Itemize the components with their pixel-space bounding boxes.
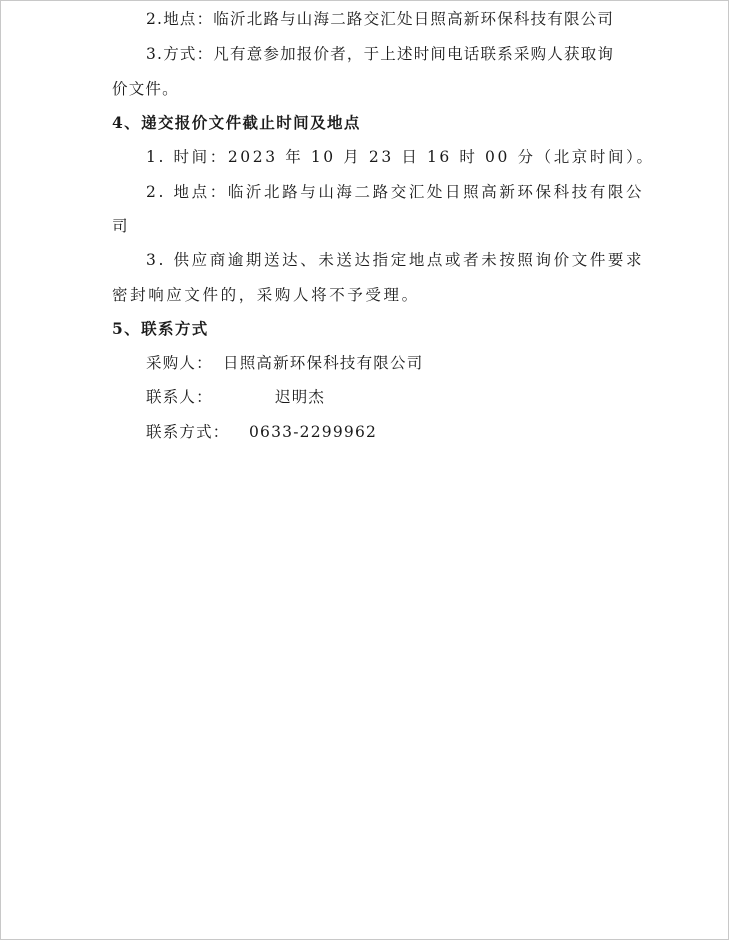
item-3-method-line-2: 价文件。 bbox=[112, 80, 179, 98]
contact-value: 迟明杰 bbox=[275, 388, 326, 406]
item-3-method-line-1: 3.方式：凡有意参加报价者，于上述时间电话联系采购人获取询 bbox=[146, 45, 615, 63]
contact-label: 联系人： bbox=[146, 388, 213, 406]
section-4-note-line-1: 3. 供应商逾期送达、未送达指定地点或者未按照询价文件要求 bbox=[146, 251, 645, 269]
section-5-heading: 5、联系方式 bbox=[112, 319, 209, 338]
phone-label: 联系方式： bbox=[146, 423, 230, 441]
buyer-label: 采购人： bbox=[146, 354, 213, 372]
section-4-time: 1. 时间：2023 年 10 月 23 日 16 时 00 分（北京时间）。 bbox=[146, 148, 655, 166]
buyer-value: 日照高新环保科技有限公司 bbox=[223, 354, 424, 372]
phone-value: 0633-2299962 bbox=[249, 423, 378, 441]
section-4-heading: 4、递交报价文件截止时间及地点 bbox=[112, 113, 361, 132]
section-4-location-line-1: 2. 地点：临沂北路与山海二路交汇处日照高新环保科技有限公 bbox=[146, 183, 645, 201]
item-2-location: 2.地点：临沂北路与山海二路交汇处日照高新环保科技有限公司 bbox=[146, 10, 615, 28]
section-4-location-line-2: 司 bbox=[112, 217, 129, 235]
section-4-note-line-2: 密封响应文件的，采购人将不予受理。 bbox=[112, 286, 420, 304]
